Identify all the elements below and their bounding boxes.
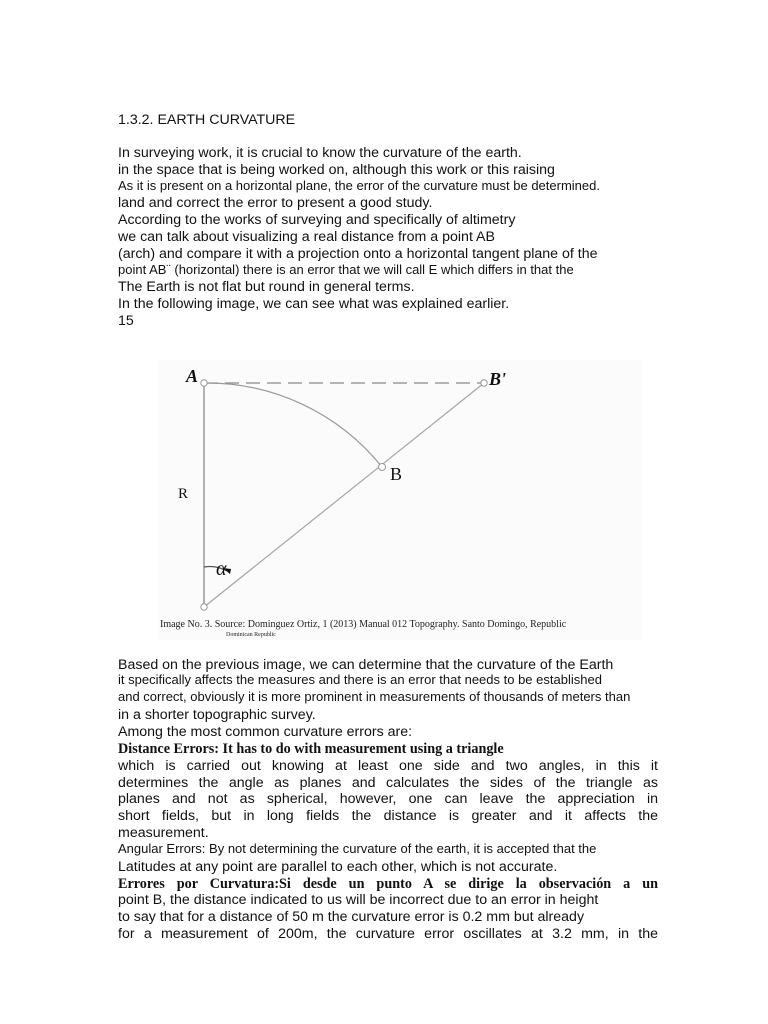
text-line: in a shorter topographic survey. — [118, 707, 316, 723]
point-b-marker — [379, 464, 386, 471]
text-line: (arch) and compare it with a projection onto a horizontal tangent plane of the — [118, 246, 598, 262]
page-number: 15 — [118, 313, 134, 329]
text-line: determines the angle as planes and calculates the sides of the triangle as — [118, 775, 658, 791]
label-b: B — [390, 464, 403, 484]
text-line: According to the works of surveying and specifically of altimetry — [118, 212, 516, 228]
figure-caption-line2: Dominican Republic — [226, 632, 276, 638]
text-line: it specifically affects the measures and there is an error that needs to be established — [118, 672, 602, 687]
label-alpha: α — [216, 558, 227, 580]
text-line: for a measurement of 200m, the curvature error oscillates at 3.2 mm, in the — [118, 926, 658, 942]
distance-errors-heading: Distance Errors: It has to do with measurement using a triangle — [118, 741, 504, 757]
text-line: in the space that is being worked on, although this work or this raising — [118, 162, 555, 178]
point-b-prime-marker — [481, 380, 487, 386]
text-line: measurement. — [118, 825, 209, 841]
point-a-marker — [201, 380, 207, 386]
curvature-errors-heading: Errores por Curvatura:Si desde un punto A se dirige la observación a un — [118, 876, 658, 892]
label-b-prime: B' — [489, 369, 507, 389]
text-line: and correct, obviously it is more prominent in measurements of thousands of meters than — [118, 689, 631, 704]
figure-background — [158, 360, 642, 640]
angular-errors-text: Angular Errors: By not determining the curvature of the earth, it is accepted that the — [118, 841, 597, 856]
text-line: point B, the distance indicated to us will be incorrect due to an error in height — [118, 892, 599, 908]
figure-caption: Image No. 3. Source: Dominguez Ortiz, 1 (2013) Manual 012 Topography. Santo Domingo, Republic — [160, 619, 567, 630]
text-line: In surveying work, it is crucial to know the curvature of the earth. — [118, 145, 522, 161]
label-r: R — [178, 486, 189, 502]
center-marker — [201, 604, 207, 610]
text-line: we can talk about visualizing a real distance from a point AB — [118, 229, 495, 245]
text-line: to say that for a distance of 50 m the curvature error is 0.2 mm but already — [118, 909, 585, 925]
section-title: 1.3.2. EARTH CURVATURE — [118, 112, 296, 128]
text-line: The Earth is not flat but round in general terms. — [118, 279, 415, 295]
curvature-figure — [158, 360, 642, 640]
label-a: A — [186, 366, 199, 386]
text-line: In the following image, we can see what was explained earlier. — [118, 296, 510, 312]
curvature-diagram — [158, 360, 642, 640]
text-line: land and correct the error to present a good study. — [118, 195, 433, 211]
text-line: Among the most common curvature errors are: — [118, 724, 413, 740]
text-line: point AB¨ (horizontal) there is an error that we will call E which differs in that the — [118, 262, 574, 277]
text-line: Latitudes at any point are parallel to each other, which is not accurate. — [118, 859, 558, 875]
text-line: short fields, but in long fields the distance is greater and it affects the — [118, 808, 658, 824]
text-line: Based on the previous image, we can determine that the curvature of the Earth — [118, 657, 614, 673]
text-line: which is carried out knowing at least one side and two angles, in this it — [118, 758, 658, 774]
text-line: planes and not as spherical, however, one can leave the appreciation in — [118, 791, 658, 807]
text-line: As it is present on a horizontal plane, the error of the curvature must be determined. — [118, 178, 600, 193]
